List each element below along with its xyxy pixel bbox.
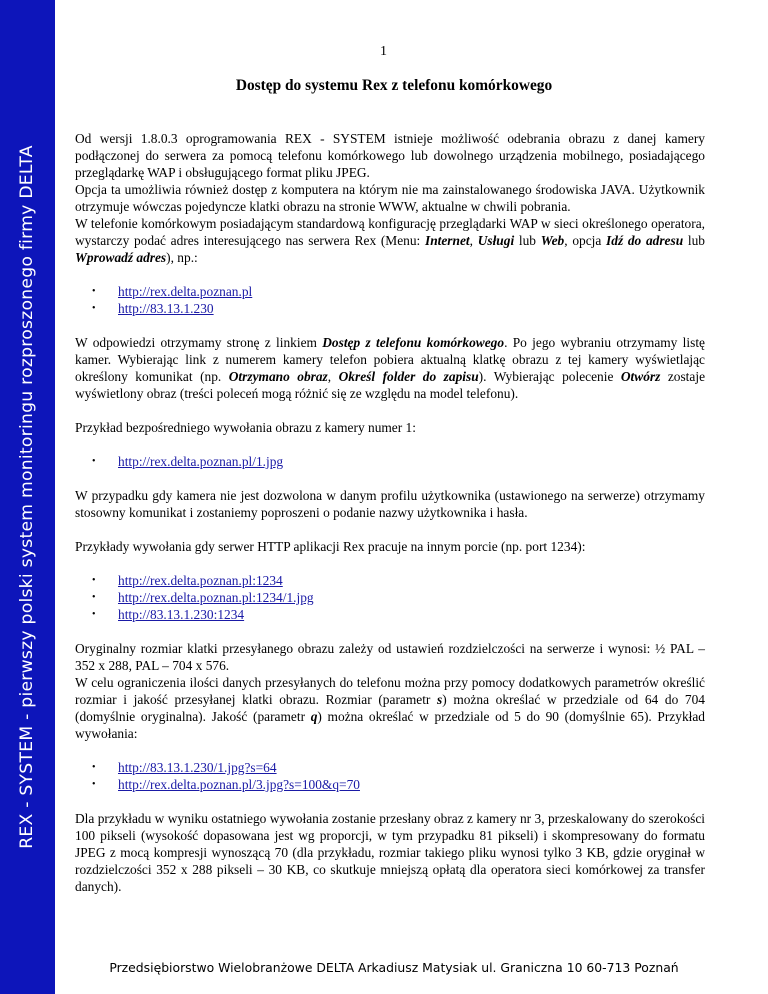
- intro-text-3d: , opcja: [564, 233, 607, 248]
- param-s: s: [437, 692, 443, 707]
- port-paragraph: Przykłady wywołania gdy serwer HTTP aplikacji Rex pracuje na innym porcie (np. port 1234):: [75, 539, 586, 554]
- link-ip-address[interactable]: http://83.13.1.230: [118, 301, 214, 316]
- page-title: Dostęp do systemu Rex z telefonu komórkowego: [235, 77, 553, 94]
- list-item: [75, 283, 705, 300]
- answer-text-2: . Po jego wybraniu otrzymamy listę kamer. Wybierając link z numerem kamery telefon pobiera aktualną klatkę obrazu z tej kamery wyświetlając określony komunikat (np.: [75, 335, 705, 384]
- size-paragraph: [75, 640, 705, 742]
- option-idz-do-adresu: Idź do adresu: [606, 233, 684, 248]
- example-paragraph: Przykład bezpośredniego wywołania obrazu z kamery numer 1:: [75, 420, 416, 435]
- list-item: [75, 300, 705, 317]
- answer-paragraph: [75, 334, 705, 402]
- link-param-2[interactable]: http://rex.delta.poznan.pl/3.jpg?s=100&q=70: [118, 777, 360, 792]
- size-text-1: Oryginalny rozmiar klatki przesyłanego obrazu zależy od ustawień rozdzielczości na serwerze i wynosi: ½ PAL – 352 x 288, PAL – 704 x 576.: [75, 641, 705, 673]
- example-link-list: [75, 453, 705, 470]
- link-port-1[interactable]: http://rex.delta.poznan.pl:1234: [118, 573, 283, 588]
- size-text-2: W celu ograniczenia ilości danych przesyłanych do telefonu można przy pomocy dodatkowych parametrów określić rozmiar i jakość przesyłanej klatki obrazu. Rozmiar (parametr: [75, 675, 705, 707]
- document-body: [75, 130, 705, 895]
- answer-text-1: W odpowiedzi otrzymamy stronę z linkiem: [75, 335, 323, 350]
- link-port-3[interactable]: http://83.13.1.230:1234: [118, 607, 245, 622]
- list-item: [75, 453, 705, 470]
- link-param-1[interactable]: http://83.13.1.230/1.jpg?s=64: [118, 760, 277, 775]
- final-paragraph: Dla przykładu w wyniku ostatniego wywołania zostanie przesłany obraz z kamery nr 3, przeskalowany do szerokości 100 pikseli (wysokość dopasowana jest wg proporcji, w tym przypadku 81 pikseli) i skompresowany do formatu JPEG z mocą kompresji wynoszącą 70 (dla przykładu, rozmiar takiego pliku wynosi tylko 3 KB, gdzie oryginał w rozdzielczości 352 x 288 pikseli – 30 KB, co skutkuje mniejszą opłatą dla operatora sieci komórkowej za transfer danych).: [75, 811, 705, 894]
- answer-text-5: zostaje wyświetlony obraz (treści poleceń mogą różnić się ze względu na model telefonu).: [75, 369, 706, 401]
- list-item: [75, 589, 705, 606]
- menu-web: Web: [540, 233, 565, 248]
- intro-text-3e: lub: [683, 233, 705, 248]
- size-text-3: ) można określać w przedziale od 64 do 704 (domyślnie oryginalna). Jakość (parametr: [75, 692, 705, 724]
- link-port-2[interactable]: http://rex.delta.poznan.pl:1234/1.jpg: [118, 590, 314, 605]
- list-item: [75, 572, 705, 589]
- param-link-list: [75, 759, 705, 793]
- intro-text-3f: ), np.:: [166, 250, 198, 265]
- list-item: [75, 759, 705, 776]
- profile-paragraph: W przypadku gdy kamera nie jest dozwolona w danym profilu użytkownika (ustawionego na serwerze) otrzymamy stosowny komunikat i zostaniemy poproszeni o podanie nazwy użytkownika i hasła.: [75, 488, 705, 520]
- link-label-mobile-access: Dostęp z telefonu komórkowego: [322, 335, 505, 350]
- intro-text-3b: ,: [469, 233, 478, 248]
- link-camera-1[interactable]: http://rex.delta.poznan.pl/1.jpg: [118, 454, 284, 469]
- answer-text-4: ). Wybierając polecenie: [478, 369, 621, 384]
- command-otworz: Otwórz: [620, 369, 661, 384]
- address-link-list: [75, 283, 705, 317]
- message-obraz-received: Otrzymano obraz: [228, 369, 328, 384]
- param-q: q: [310, 709, 318, 724]
- intro-paragraph: [75, 130, 705, 266]
- message-folder: Określ folder do zapisu: [338, 369, 479, 384]
- footer-address: Przedsiębiorstwo Wielobranżowe DELTA Arkadiusz Matysiak ul. Graniczna 10 60-713 Poznań: [109, 960, 679, 975]
- list-item: [75, 776, 705, 793]
- sidebar-banner: [0, 0, 55, 994]
- link-rex-delta[interactable]: http://rex.delta.poznan.pl: [118, 284, 253, 299]
- port-link-list: [75, 572, 705, 623]
- menu-internet: Internet: [424, 233, 470, 248]
- menu-uslugi: Usługi: [477, 233, 515, 248]
- sidebar-text: REX - SYSTEM - pierwszy polski system monitoringu rozproszonego firmy DELTA: [17, 145, 37, 849]
- intro-text-3c: lub: [514, 233, 541, 248]
- size-text-4: ) można określać w przedziale od 5 do 90 (domyślnie 65). Przykład wywołania:: [75, 709, 706, 741]
- intro-text-2: Opcja ta umożliwia również dostęp z komputera na którym nie ma zainstalowanego środowiska JAVA. Użytkownik otrzymuje wówczas pojedyncze klatki obrazu na stronie WWW, aktualne w chwili pobrania.: [75, 182, 705, 214]
- intro-text-1: Od wersji 1.8.0.3 oprogramowania REX - SYSTEM istnieje możliwość odebrania obrazu z danej kamery podłączonej do serwera za pomocą telefonu komórkowego lub dowolnego urządzenia mobilnego, posiadającego przeglądarkę WAP i obsługującego format pliku JPEG.: [75, 131, 705, 180]
- list-item: [75, 606, 705, 623]
- intro-text-3: W telefonie komórkowym posiadającym standardową konfigurację przeglądarki WAP w sieci określonego operatora, wystarczy podać adres interesującego nas serwera Rex (Menu:: [75, 216, 705, 248]
- option-wprowadz-adres: Wprowadź adres: [75, 250, 167, 265]
- page-number: 1: [380, 44, 387, 59]
- answer-text-3: ,: [327, 369, 339, 384]
